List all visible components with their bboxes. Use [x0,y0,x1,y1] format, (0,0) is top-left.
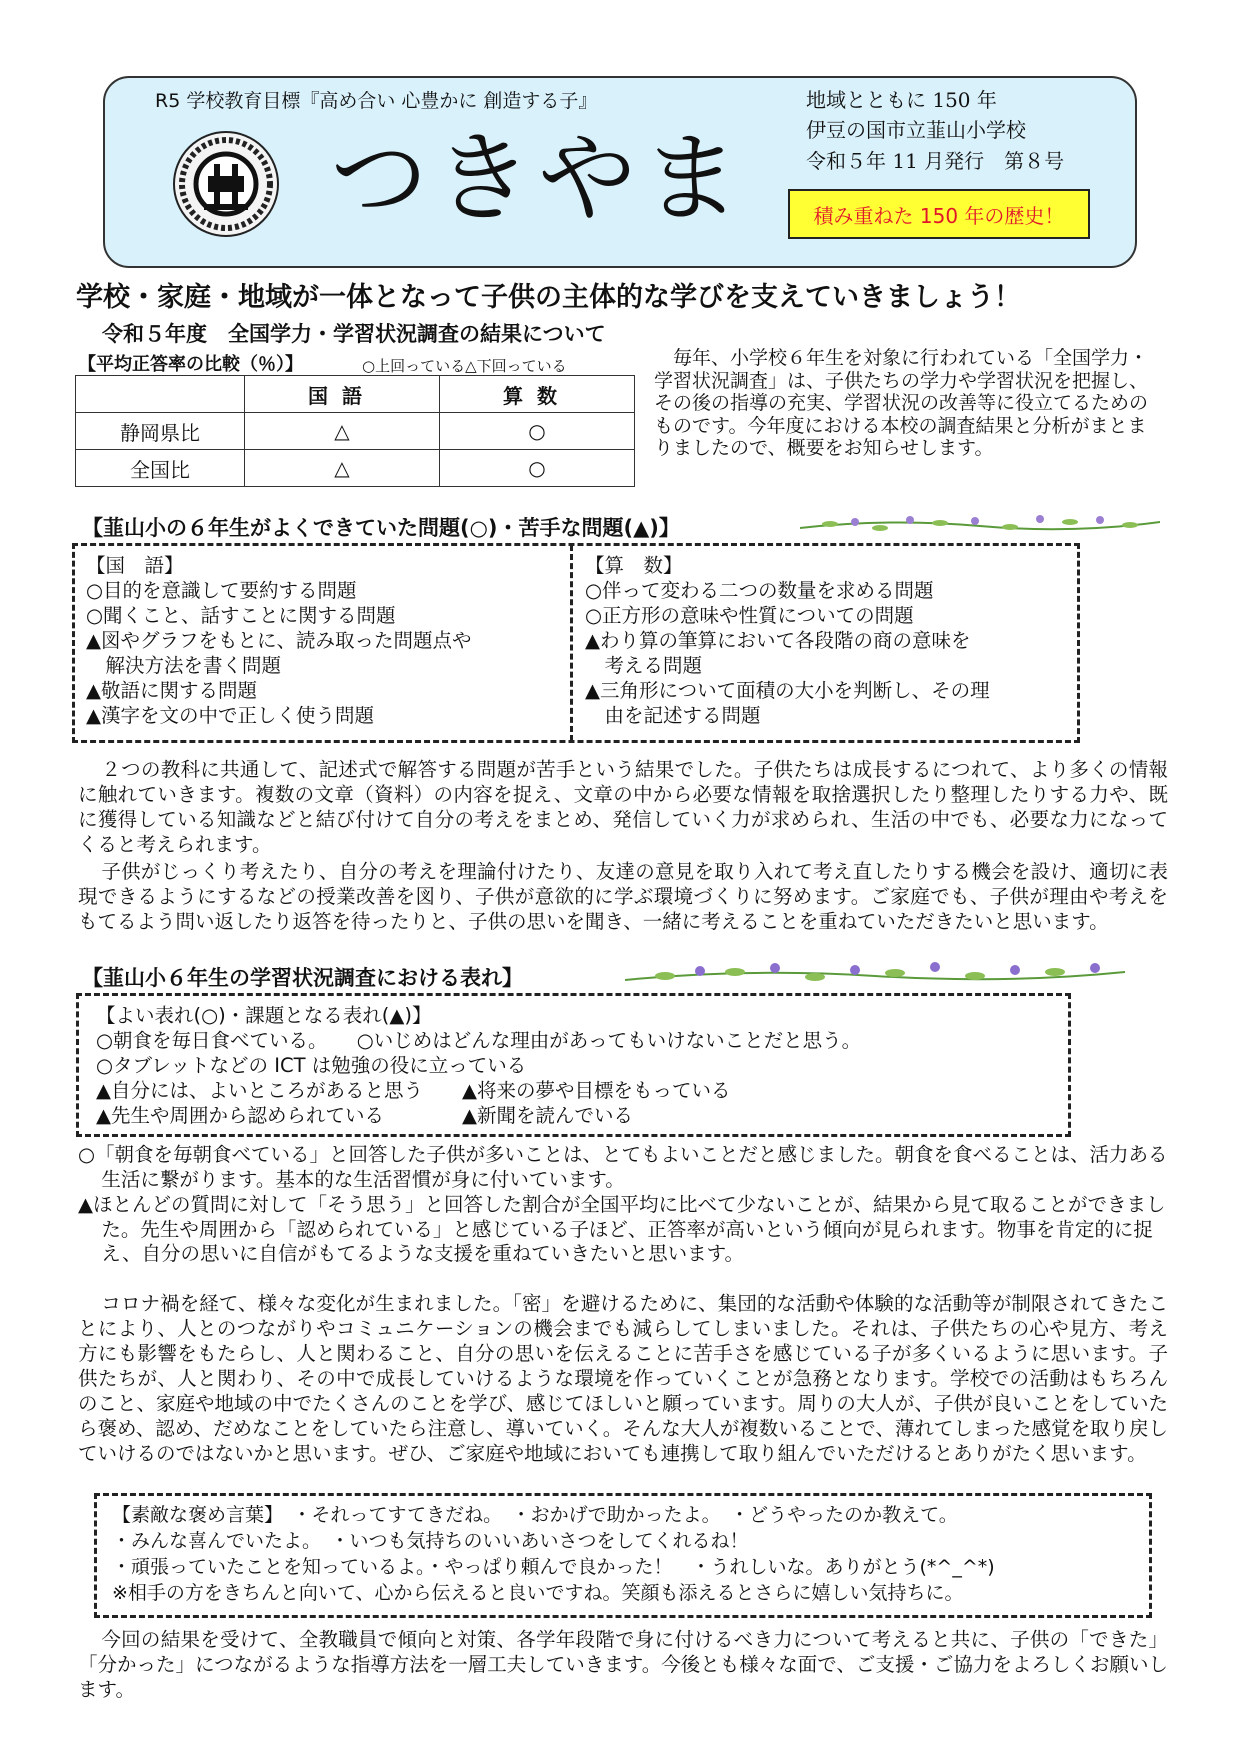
table-row [76,413,635,450]
list-item: ○伴って変わる二つの数量を求める問題 [585,579,934,602]
history-badge: 積み重ねた 150 年の歴史！ [788,189,1090,239]
praise-note: ※相手の方をきちんと向いて、心から伝えると良いですね。笑顔も添えるとさらに嬉しい気持ちに。 [112,1582,964,1604]
japanese-problems [86,553,472,728]
list-item: ○タブレットなどの ICT は勉強の役に立っている [96,1054,527,1077]
list-item: ○聞くこと、話すことに関する問題 [86,604,396,627]
list-item: ▲わり算の筆算において各段階の商の意味を [585,629,971,652]
status-heading: 【よい表れ(○)・課題となる表れ(▲)】 [96,1004,432,1027]
math-heading: 【算 数】 [585,554,683,577]
table-header-row [76,376,635,413]
bullet-good: ○「朝食を毎朝食べている」と回答した子供が多いことは、とてもよいことだと感じました。朝食を食べることは、活力ある生活に繋がります。基本的な生活習慣が身に付いています。 [78,1143,1168,1191]
row-label: 静岡県比 [76,413,245,450]
list-item: ▲三角形について面積の大小を判断し、その理 [585,679,990,702]
info-line-school: 伊豆の国市立韮山小学校 [806,118,1026,142]
table-header-japanese: 国語 [245,376,440,413]
school-motto: R5 学校教育目標『高め合い 心豊かに 創造する子』 [155,90,598,112]
status-list [96,1003,861,1128]
table-row [76,450,635,487]
paragraph-3: コロナ禍を経て、様々な変化が生まれました。「密」を避けるために、集団的な活動や体験的な活動等が制限されてきたことにより、人とのつながりやコミュニケーションの機会までも減らしてしまいました。それは、子供たちの心や見方、考え方にも影響をもたらし、人と関わること、自分の思いを伝えることに苦手さを感じている子が多くいるように思います。子供たちが、人と関わり、その中で成長していけるような環境を作っていくことが急務となります。学校での活動はもちろんのこと、家庭や地域の中でたくさんのことを学び、感じてほしいと願っています。周りの大人が、子供が良いことをしていたら褒め、認め、だめなことをしていたら注意し、導いていく。そんな大人が複数いることで、薄れてしまった感覚を取り戻していけるのではないかと思います。ぜひ、ご家庭や地域においても連携して取り組んでいただけるとありがたく思います。 [78,1292,1168,1465]
vine-decoration-icon [625,962,1125,992]
cell-math: ○ [440,413,635,450]
praise-line: ・みんな喜んでいたよ。 ・いつも気持ちのいいあいさつをしてくれるね！ [112,1530,749,1552]
row-label: 全国比 [76,450,245,487]
cell-math: ○ [440,450,635,487]
list-item: 由を記述する問題 [585,704,761,727]
avg-comparison-title: 【平均正答率の比較（％）】 [78,354,303,375]
results-table [75,375,635,487]
closing-paragraph: 今回の結果を受けて、全教職員で傾向と対策、各学年段階で身に付けるべき力について考えると共に、子供の「できた」「分かった」につながるような指導方法を一層工夫していきます。今後とも様々な面で、ご支援・ご協力をよろしくお願いします。 [78,1628,1168,1701]
praise-line: ・頑張っていたことを知っているよ。・やっぱり頼んで良かった！ ・うれしいな。ありがとう(*^_^*) [112,1556,995,1578]
list-item: 考える問題 [585,654,703,677]
bullet-issue: ▲ほとんどの質問に対して「そう思う」と回答した割合が全国平均に比べて少ないことが、結果から見て取ることができました。先生や周囲から「認められている」と感じている子ほど、正答率が高いという傾向が見られます。物事を肯定的に捉え、自分の思いに自信がもてるような支援を重ねていきたいと思います。 [78,1193,1166,1265]
list-item: ○目的を意識して要約する問題 [86,579,357,602]
newsletter-title: つきやま [330,122,747,236]
list-item: ▲図やグラフをもとに、読み取った問題点や [86,629,472,652]
info-line-issue: 令和５年 11 月発行 第８号 [806,149,1065,173]
table-corner-cell [76,376,245,413]
school-emblem-icon [170,128,282,240]
list-item: ▲漢字を文の中で正しく使う問題 [86,704,374,727]
japanese-heading: 【国 語】 [86,554,184,577]
paragraph-1: ２つの教科に共通して、記述式で解答する問題が苦手という結果でした。子供たちは成長するにつれて、より多くの情報に触れていきます。複数の文章（資料）の内容を捉え、文章の中から必要な情報を取捨選択したり整理したりする力や、既に獲得している知識などと結び付けて自分の考えをまとめ、発信していく力が求められ、生活の中でも、必要な力になってくると考えられます。 [78,758,1168,856]
vine-decoration-icon [800,514,1160,540]
praise-list [112,1502,995,1606]
list-item: ▲敬語に関する問題 [86,679,257,702]
problems-title: 【韮山小の６年生がよくできていた問題(○)・苦手な問題(▲)】 [82,516,680,540]
praise-line: 【素敵な褒め言葉】 ・それってすてきだね。 ・おかげで助かったよ。 ・どうやったのか教えて。 [112,1504,958,1526]
list-item: ○朝食を毎日食べている。 ○いじめはどんな理由があってもいけないことだと思う。 [96,1029,862,1052]
table-header-math: 算数 [440,376,635,413]
cell-japanese: △ [245,413,440,450]
cell-japanese: △ [245,450,440,487]
info-line-anniversary: 地域とともに 150 年 [806,88,997,112]
list-item: ○正方形の意味や性質についての問題 [585,604,914,627]
status-title: 【韮山小６年生の学習状況調査における表れ】 [82,966,523,990]
list-item: ▲先生や周囲から認められている ▲新聞を読んでいる [96,1104,633,1127]
math-problems [585,553,990,728]
survey-subhead: 令和５年度 全国学力・学習状況調査の結果について [102,322,606,346]
list-item: 解決方法を書く問題 [86,654,282,677]
list-item: ▲自分には、よいところがあると思う ▲将来の夢や目標をもっている [96,1079,731,1102]
problems-divider [570,545,573,741]
survey-intro: 毎年、小学校６年生を対象に行われている「全国学力・学習状況調査」は、子供たちの学力や学習状況を把握し、その後の指導の充実、学習状況の改善等に役立てるためのものです。今年度における本校の調査結果と分析がまとまりましたので、概要をお知らせします。 [654,347,1149,459]
avg-legend: ○上回っている△下回っている [362,357,567,375]
paragraph-2: 子供がじっくり考えたり、自分の考えを理論付けたり、友達の意見を取り入れて考え直したりする機会を設け、適切に表現できるようにするなどの授業改善を図り、子供が意欲的に学ぶ環境づくりに努めます。ご家庭でも、子供が理由や考えをもてるよう問い返したり返答を待ったりと、子供の思いを聞き、一緒に考えることを重ねていただきたいと思います。 [78,860,1168,933]
main-headline: 学校・家庭・地域が一体となって子供の主体的な学びを支えていきましょう！ [76,282,1021,313]
